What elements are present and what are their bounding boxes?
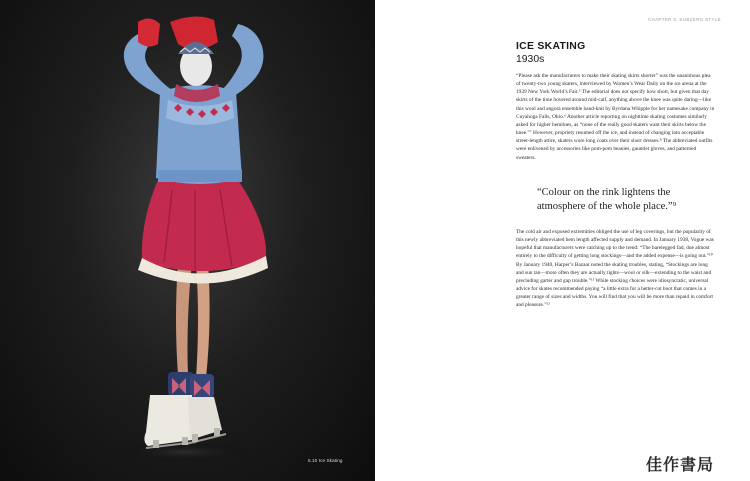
running-head: CHAPTER 5: SUBZERO STYLE [647, 17, 721, 22]
pull-quote: “Colour on the rink lightens the atmosphere of the whole place.”⁹ [537, 187, 677, 212]
section-title: ICE SKATING [516, 41, 586, 52]
right-page-text [375, 0, 750, 481]
section-subtitle: 1930s [516, 54, 545, 65]
body-paragraph-1: “Please ask the manufacturers to make their skating skirts shorter” was the unanimous plea of twenty-two young skaters, interviewed by Women’s Wear Daily on the ice arena at the 1939 New York World’s Fair.⁵ The editorial does not specify how short, but given that day skirts of the time hovered around mid-calf, anything above the knee was quite daring—like this wool and angora ensemble hand-knit by Byrdana Whipple for her namesake company in Cuyahoga Falls, Ohio.⁶ Another article reporting on nighttime skating costumes similarly asked for higher hemlines, as “none of the really good skaters want their skirts below the knee.”⁷ However, propriety resumed off the ice, and instead of changing into acceptable street-length attire, skaters wore long coats over their short dresses.⁸ The abbreviated outfits were enlivened by accessories like pom-pom beanies, gauntlet gloves, and patterned sweaters. [516, 73, 715, 161]
body-paragraph-2: The cold air and exposed extremities obliged the use of leg coverings, but the popularity of this newly abbreviated hem length affected supply and demand. In January 1938, Vogue was hopeful that manufacturers were catching up to the trend: “The barelegged fad, due almost entirely to the difficulty of getting long stockings—and the added expense—is going out.”¹⁰ By January 1940, Harper’s Bazaar noted the skating troubles, stating, “Stockings are long and sun tan—more often they are actually tights—wool or silk—extending to the waist and precluding garter and gap trouble.”¹¹ While stocking choices were idiosyncratic, universal advice for skates recommended paying “a little extra for a better-cut boot that comes in a greater range of sizes and widths. You will find that you will be more than repaid in comfort and pleasure.”¹² [516, 229, 714, 309]
publisher-watermark: 佳作書局 [646, 455, 715, 474]
photo-caption: 5.10 Ice Skating [308, 458, 343, 463]
